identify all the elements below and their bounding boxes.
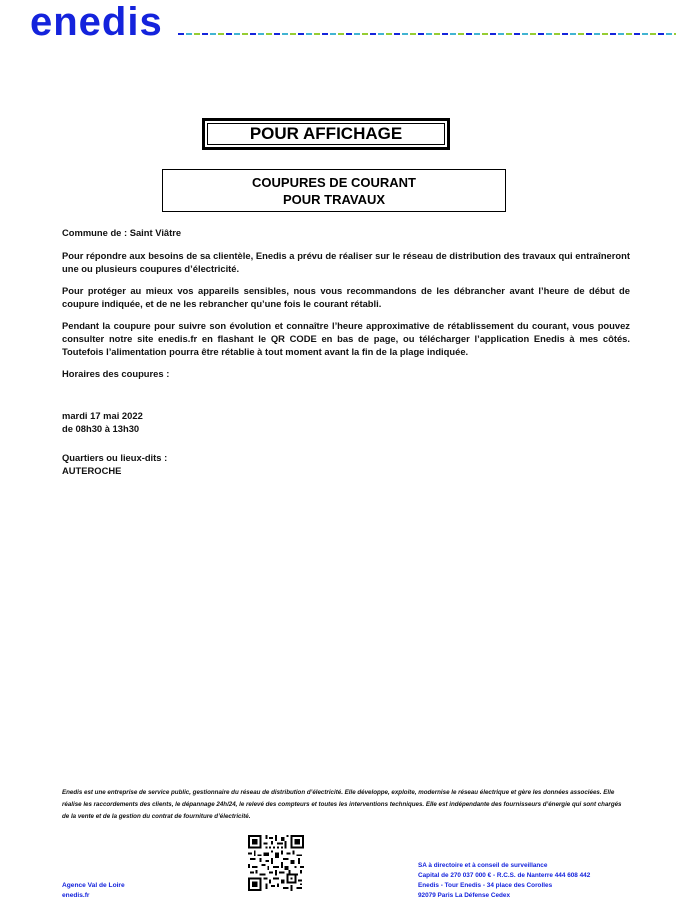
legal-line-3: Enedis - Tour Enedis - 34 place des Corolles <box>418 882 553 889</box>
schedule-label: Horaires des coupures : <box>62 368 170 379</box>
pour-affichage-box <box>202 118 450 150</box>
legal-line-4: 92079 Paris La Défense Cedex <box>418 892 511 899</box>
company-description: Enedis est une entreprise de service public, gestionnaire du réseau de distribution d’électricité. Elle développe, exploite, modernise le réseau électrique et gère les données associées. Elle réalise les raccordements des clients, le dépannage 24h/24, le relevé des compteurs et toutes les interventions techniques. Elle est indépendante des fournisseurs d’énergie qui sont chargés de la vente et de la gestion du contrat de fourniture d’électricité. <box>62 789 622 820</box>
notice-title-line2: POUR TRAVAUX <box>282 191 386 207</box>
legal-line-1: SA à directoire et à conseil de surveillance <box>418 862 548 869</box>
outage-time: de 08h30 à 13h30 <box>62 423 140 434</box>
pour-affichage-label: POUR AFFICHAGE <box>249 124 403 143</box>
logo-text: enedis <box>30 0 163 44</box>
agency-name: Agence Val de Loire <box>62 882 125 889</box>
areas-label: Quartiers ou lieux-dits : <box>62 452 168 463</box>
legal-block <box>418 861 590 901</box>
legal-line-2: Capital de 270 037 000 € - R.C.S. de Nanterre 444 608 442 <box>418 872 591 879</box>
notice-title-box <box>162 169 506 212</box>
header-divider <box>178 33 676 35</box>
paragraph-3: Pendant la coupure pour suivre son évolution et connaître l’heure approximative de rétablissement du courant, vous pouvez consulter notre site enedis.fr en flashant le QR CODE en bas de page, ou télécharger l’application Enedis à mes côtés. Toutefois l’alimentation pourra être rétablie à tout moment avant la fin de la plage indiquée. <box>62 320 630 357</box>
enedis-logo <box>30 0 163 44</box>
commune-line: Commune de : Saint Viâtre <box>62 227 182 238</box>
area-name: AUTEROCHE <box>62 465 122 476</box>
agency-block <box>62 881 125 901</box>
outage-date: mardi 17 mai 2022 <box>62 410 143 421</box>
paragraph-1: Pour répondre aux besoins de sa clientèle, Enedis a prévu de réaliser sur le réseau de distribution des travaux qui entraîneront une ou plusieurs coupures d’électricité. <box>62 250 630 274</box>
website-link[interactable]: enedis.fr <box>62 892 90 899</box>
paragraph-2: Pour protéger au mieux vos appareils sensibles, nous vous recommandons de les débrancher avant l’heure de début de coupure indiquée, et de ne les rebrancher qu’une fois le courant rétabli. <box>62 285 630 309</box>
notice-title-line1: COUPURES DE COURANT <box>252 174 416 190</box>
qr-code[interactable] <box>248 835 304 891</box>
